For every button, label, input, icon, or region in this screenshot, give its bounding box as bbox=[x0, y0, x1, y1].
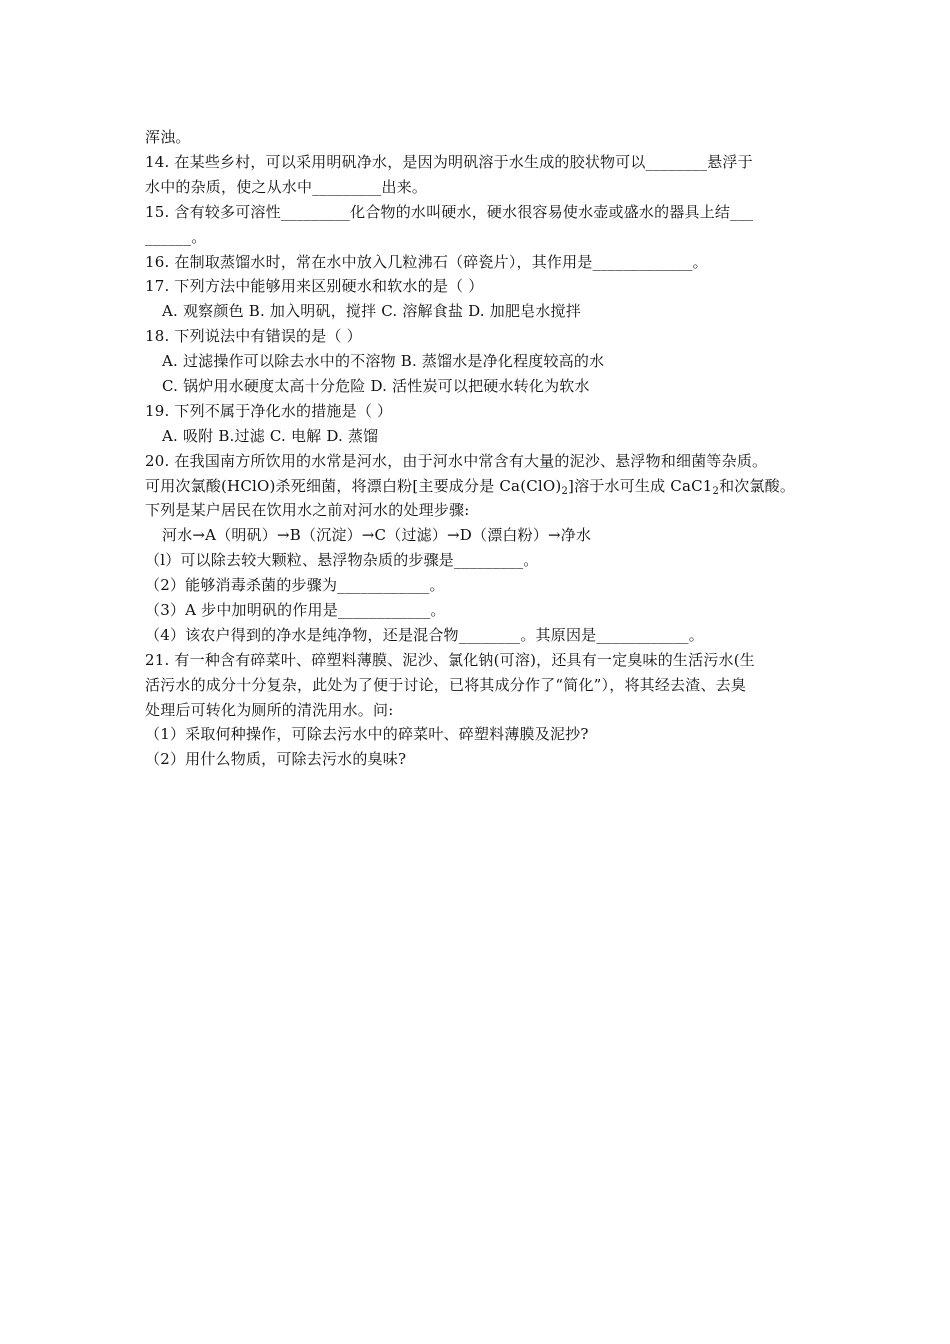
question-18-options-cd: C. 锅炉用水硬度太高十分危险 D. 活性炭可以把硬水转化为软水 bbox=[162, 377, 590, 395]
process-flow: 河水→A（明矾）→B（沉淀）→C（过滤）→D（漂白粉）→净水 bbox=[162, 526, 592, 544]
question-14-line-1: 14. 在某些乡村，可以采用明矾净水，是因为明矾溶于水生成的胶状物可以________悬浮于 bbox=[145, 153, 753, 171]
question-18: 18. 下列说法中有错误的是（ ） bbox=[145, 327, 362, 345]
question-15-line-2: ______。 bbox=[145, 228, 207, 246]
question-19-options: A. 吸附 B.过滤 C. 电解 D. 蒸馏 bbox=[162, 427, 379, 445]
question-20-part-3: （3）A 步中加明矾的作用是____________。 bbox=[145, 601, 446, 619]
question-20-part-2: （2）能够消毒杀菌的步骤为____________。 bbox=[145, 576, 445, 594]
text-line: 浑浊。 bbox=[145, 128, 191, 146]
question-21-line-3: 处理后可转化为厕所的清洗用水。问: bbox=[145, 701, 394, 719]
question-17-options: A. 观察颜色 B. 加入明矾，搅拌 C. 溶解食盐 D. 加肥皂水搅拌 bbox=[162, 302, 581, 320]
question-15-line-1: 15. 含有较多可溶性_________化合物的水叫硬水，硬水很容易使水壶或盛水的器具上结___ bbox=[145, 203, 754, 221]
question-21-line-1: 21. 有一种含有碎菜叶、碎塑料薄膜、泥沙、氯化钠(可溶)，还具有一定臭味的生活污水(生 bbox=[145, 651, 755, 669]
question-21-line-2: 活污水的成分十分复杂，此处为了便于讨论，已将其成分作了“简化”），将其经去渣、去臭 bbox=[145, 676, 747, 694]
question-18-options-ab: A. 过滤操作可以除去水中的不溶物 B. 蒸馏水是净化程度较高的水 bbox=[162, 352, 605, 370]
question-21-part-1: （1）采取何种操作，可除去污水中的碎菜叶、碎塑料薄膜及泥抄? bbox=[145, 725, 589, 743]
question-20-line-2: 可用次氯酸(HClO)杀死细菌，将漂白粉[主要成分是 $Ca(ClO)_2$]溶于水可生成 $CaC1_2$和次氯酸。 bbox=[145, 477, 796, 497]
question-20-part-1: （l）可以除去较大颗粒、悬浮物杂质的步骤是_________。 bbox=[145, 551, 539, 569]
question-16: 16. 在制取蒸馏水时，常在水中放入几粒沸石（碎瓷片），其作用是_____________。 bbox=[145, 253, 708, 271]
question-14-line-2: 水中的杂质，使之从水中_________出来。 bbox=[145, 178, 428, 196]
question-20-part-4: （4）该农户得到的净水是纯净物，还是混合物________。其原因是____________。 bbox=[145, 626, 704, 644]
question-20-line-3: 下列是某户居民在饮用水之前对河水的处理步骤: bbox=[145, 501, 470, 519]
question-20-line-1: 20. 在我国南方所饮用的水常是河水，由于河水中常含有大量的泥沙、悬浮物和细菌等杂质。 bbox=[145, 452, 768, 470]
question-17: 17. 下列方法中能够用来区别硬水和软水的是（ ） bbox=[145, 277, 484, 295]
question-19: 19. 下列不属于净化水的措施是（ ） bbox=[145, 402, 393, 420]
question-21-part-2: （2）用什么物质，可除去污水的臭味? bbox=[145, 750, 407, 768]
